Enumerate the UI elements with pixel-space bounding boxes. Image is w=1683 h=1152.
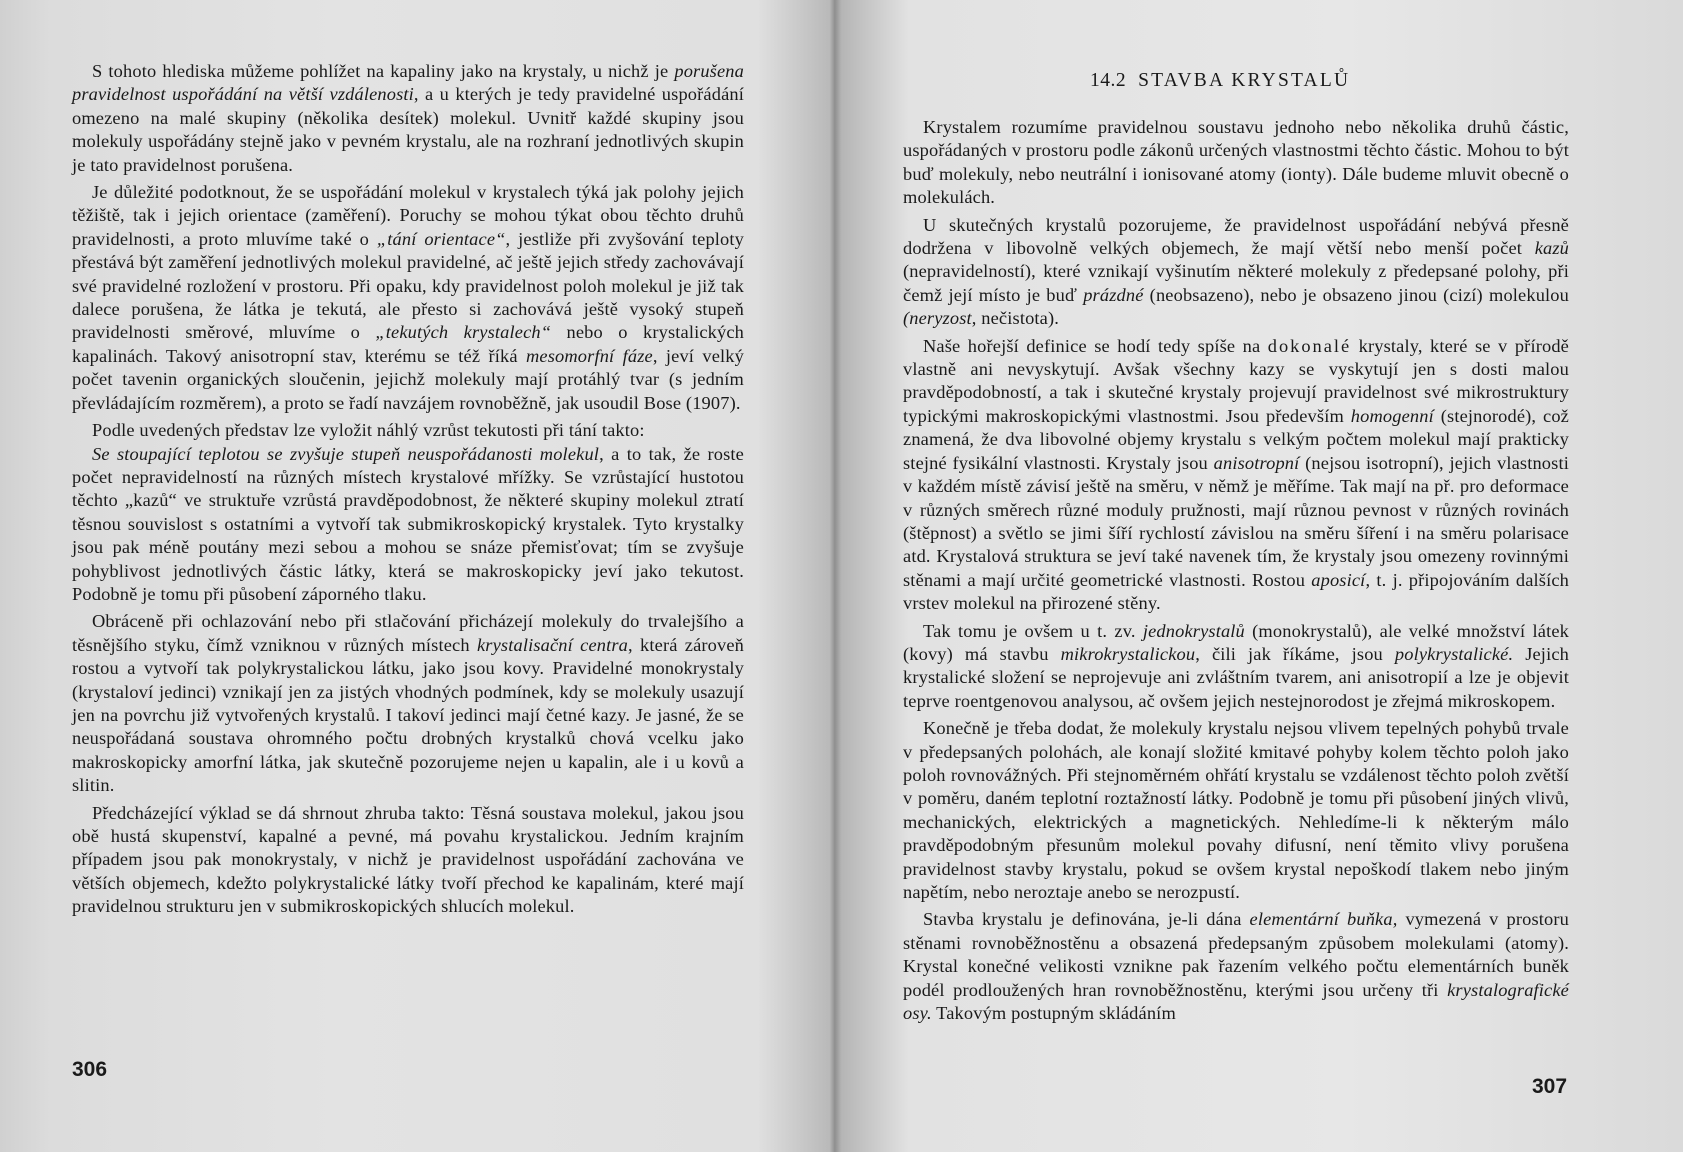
- paragraph: Předcházející výklad se dá shrnout zhruba takto: Těsná soustava molekul, jakou jsou obě hustá skupenství, kapalné a pevné, má povahu krystalickou. Jedním krajním případem jsou pak monokrystaly, v nichž je pravidelnost uspořádání zachována ve větších objemech, kdežto polykrystalické látky tvoří přechod ke kapalinám, které mají pravidelnou strukturu jen v submikroskopických shlucích molekul.: [72, 802, 744, 917]
- paragraph: S tohoto hlediska můžeme pohlížet na kapaliny jako na krystaly, u nichž je porušena pravidelnost uspořádání na větší vzdálenosti, a u kterých je tedy pravidelné uspořádání omezeno na malé skupiny (několika desítek) molekul. Uvnitř každé skupiny jsou molekuly uspořádány stejně jako v pevném krystalu, ale na rozhraní jednotlivých skupin je tato pravidelnost porušena.: [72, 61, 744, 175]
- left-page: [0, 0, 828, 1152]
- page-number: 307: [1532, 1075, 1568, 1098]
- paragraph: Krystalem rozumíme pravidelnou soustavu jednoho nebo několika druhů částic, uspořádaných v prostoru podle zákonů určených vlastnostmi těchto částic. Mohou to být buď molekuly, nebo neutrální i ionisované atomy (ionty). Dále budeme mluvit obecně o molekulách.: [903, 117, 1569, 208]
- paragraph: Obráceně při ochlazování nebo při stlačování přicházejí molekuly do trvalejšího a těsnějšího styku, čímž vzniknou v různých místech krystalisační centra, která zároveň rostou a vytvoří tak polykrystalickou látku, jako jsou kovy. Pravidelné monokrystaly (krystaloví jedinci) vznikají jen za jistých vhodných podmínek, kdy se molekuly usazují jen na povrchu již vytvořených krystalů. I takoví jedinci mají četné kazy. Je jasné, že se neuspořádaná soustava ohromného počtu drobných krystalků chová vcelku jako makroskopicky amorfní látka, jak skutečně pozorujeme nejen u kapalin, ale i u kovů a slitin.: [72, 611, 745, 796]
- left-text-block: [72, 60, 744, 923]
- section-heading: [1090, 70, 1350, 92]
- paragraph: Tak tomu je ovšem u t. zv. jednokrystalů (monokrystalů), ale velké množství látek (kovy) má stavbu mikrokrystalickou, čili jak říkáme, jsou polykrystalické. Jejich krystalické složení se neprojevuje ani zvláštním tvarem, ani anisotropií a lze je objevit teprve roentgenovou analysou, ač ovšem jejich nestejnorodost je zřejmá mikroskopem.: [903, 620, 1569, 711]
- paragraph: Stavba krystalu je definována, je-li dána elementární buňka, vymezená v prostoru stěnami rovnoběžnostěnu a obsazená předepsaným způsobem molekulami (atomy). Krystal konečné velikosti vznikne pak řazením velkého počtu elementárních buněk podél prodloužených hran rovnoběžnostěnu, kterými jsou určeny tři krystalografické osy. Takovým postupným skládáním: [903, 909, 1569, 1024]
- right-text-block: [903, 116, 1569, 1029]
- page-number: 306: [72, 1058, 108, 1081]
- paragraph: Se stoupající teplotou se zvyšuje stupeň neuspořádanosti molekul, a to tak, že roste počet nepravidelností na různých místech krystalové mřížky. Se vzrůstající hustotou těchto „kazů“ ve struktuře vzrůstá pravděpodobnost, že některé skupiny molekul ztratí těsnou souvislost s ostatními a vytvoří tak submikroskopický krystalek. Tyto krystalky jsou pak méně poutány mezi sebou a mohou se snáze přemisťovat; tím se zvyšuje pohyblivost jednotlivých částic látky, která se makroskopicky jeví jako tekutost. Podobně je tomu při působení záporného tlaku.: [72, 443, 744, 604]
- paragraph: Je důležité podotknout, že se uspořádání molekul v krystalech týká jak polohy jejich těžiště, tak i jejich orientace (zaměření). Poruchy se mohou týkat obou těchto druhů pravidelnosti, a proto mluvíme také o „tání orientace“, jestliže při zvyšování teploty přestává být zaměření jednotlivých molekul pravidelné, ač ještě jejich středy zachovávají své pravidelné rozložení v prostoru. Při opaku, kdy pravidelnost poloh molekul je již tak dalece porušena, že látka je tekutá, ale přesto si zachovává ještě vysoký stupeň pravidelnosti směrové, mluvíme o „tekutých krystalech“ nebo o krystalických kapalinách. Takový anisotropní stav, kterému se též říká mesomorfní fáze, jeví velký počet tavenin organických sloučenin, jejichž molekuly mají protáhlý tvar (s jedním převládajícím rozměrem), a proto se řadí navzájem rovnoběžně, jak usoudil Bose (1907).: [72, 182, 744, 413]
- section-title: STAVBA KRYSTALŮ: [1138, 70, 1351, 91]
- paragraph: Podle uvedených představ lze vyložit náhlý vzrůst tekutosti při tání takto:: [92, 420, 645, 441]
- paragraph: Naše hořejší definice se hodí tedy spíše na dokonalé krystaly, které se v přírodě vlastně ani nevyskytují. Avšak všechny kazy se vyskytují jen s dosti malou pravděpodobností, a tak i skutečné krystaly projevují pravidelnost své mikrostruktury typickými makroskopickými vlastnostmi. Jsou především homogenní (stejnorodé), což znamená, že dva libovolné objemy krystalu s velkým počtem molekul mají prakticky stejné fysikální vlastnosti. Krystaly jsou anisotropní (nejsou isotropní), jejich vlastnosti v každém místě závisí ještě na směru, v němž je měříme. Tak mají na př. pro deformace v různých směrech různé moduly pružnosti, mají různou pevnost v různých rovinách (štěpnost) a světlo se jimi šíří rychlostí závislou na směru šíření i na směru polarisace atd. Krystalová struktura se jeví také navenek tím, že krystaly jsou omezeny rovinnými stěnami a mají určité geometrické vlastnosti. Rostou aposicí, t. j. připojováním dalších vrstev molekul na přirozené stěny.: [903, 335, 1569, 614]
- right-page: [835, 0, 1683, 1152]
- paragraph: Konečně je třeba dodat, že molekuly krystalu nejsou vlivem tepelných pohybů trvale v předepsaných polohách, ale konají složité kmitavé pohyby kolem těchto poloh jako poloh rovnovážných. Při stejnoměrném ohřátí krystalu se vzdálenost těchto poloh zvětší v poměru, daném teplotní roztažností látky. Podobně je tomu při působení jiných vlivů, mechanických, elektrických a magnetických. Nehledíme-li k některým málo pravděpodobným přesunům molekul povahy difusní, není těmito vlivy porušena pravidelnost stavby krystalu, pokud se ovšem krystal nepoškodí tlakem nebo jiným napětím, nebo neroztaje anebo se nerozpustí.: [903, 718, 1569, 902]
- section-number: 14.2: [1090, 70, 1127, 91]
- paragraph: U skutečných krystalů pozorujeme, že pravidelnost uspořádání nebývá přesně dodržena v libovolně velkých objemech, že mají větší nebo menší počet kazů (nepravidelností), které vznikají vyšinutím některé molekuly z předepsané polohy, při čemž její místo je buď prázdné (neobsazeno), nebo je obsazeno jinou (cizí) molekulou (neryzost, nečistota).: [903, 214, 1569, 329]
